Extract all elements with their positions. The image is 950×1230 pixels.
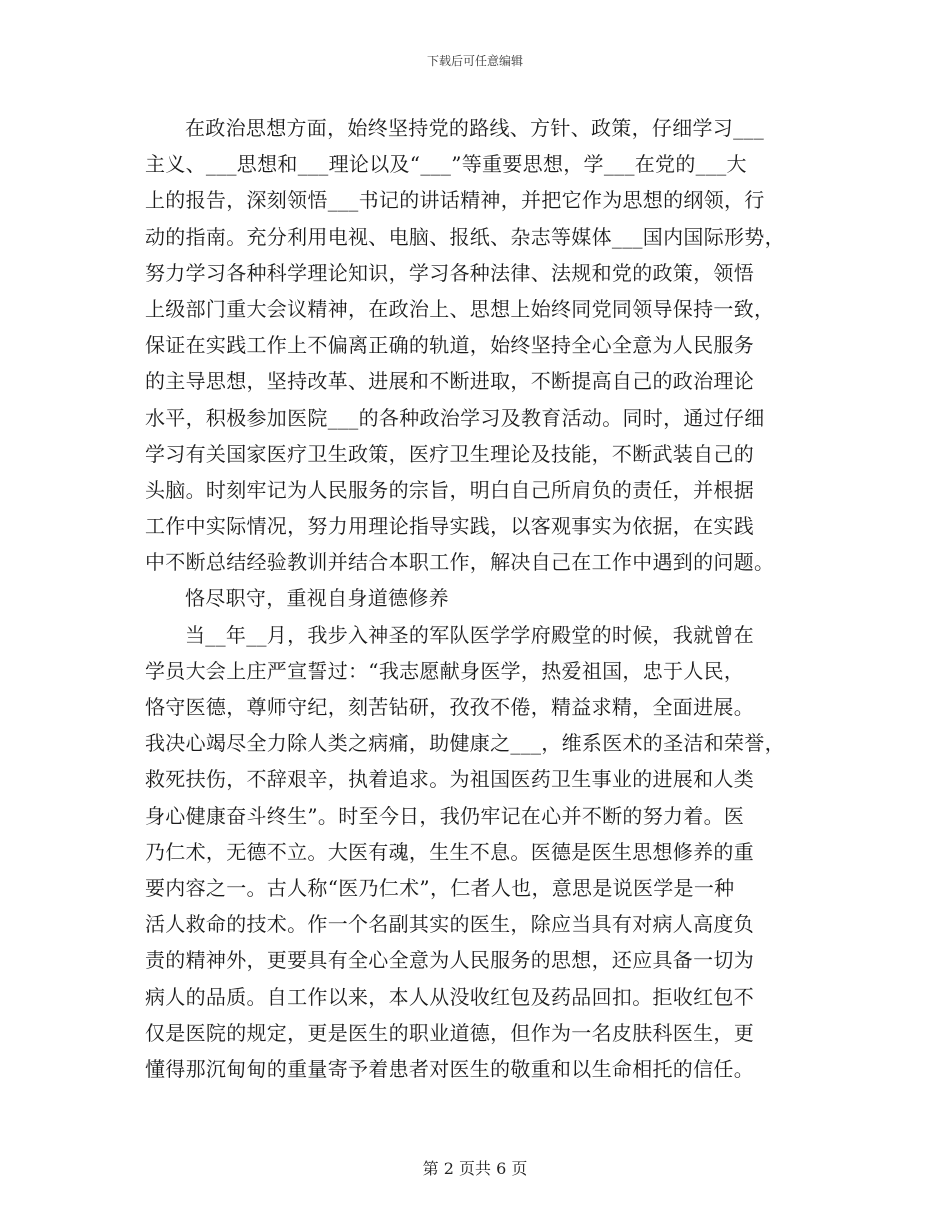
text-line: 水平，积极参加医院___的各种政治学习及教育活动。同时，通过仔细	[145, 405, 765, 430]
text-line: 病人的品质。自工作以来，本人从没收红包及药品回扣。拒收红包不	[145, 984, 754, 1009]
text-line: 恪守医德，尊师守纪，刻苦钻研，孜孜不倦，精益求精，全面进展。	[145, 695, 754, 719]
text-line: 上级部门重大会议精神，在政治上、思想上始终同党同领导保持一致，	[145, 296, 775, 321]
section-heading: 恪尽职守，重视自身道德修养	[185, 586, 449, 611]
text-line: 中不断总结经验教训并结合本职工作，解决自己在工作中遇到的问题。	[145, 550, 775, 575]
text-line: 学习有关国家医疗卫生政策，医疗卫生理论及技能，不断武装自己的	[145, 441, 754, 466]
text-line: 在政治思想方面，始终坚持党的路线、方针、政策，仔细学习___	[185, 116, 764, 140]
text-line: 当__年__月，我步入神圣的军队医学学府殿堂的时候，我就曾在	[185, 622, 754, 647]
text-line: 责的精神外，更要具有全心全意为人民服务的思想，还应具备一切为	[145, 948, 754, 973]
text-line: 活人救命的技术。作一个名副其实的医生，除应当具有对病人高度负	[145, 912, 754, 937]
text-line: 上的报告，深刻领悟___书记的讲话精神，并把它作为思想的纲领，行	[145, 188, 765, 213]
text-line: 学员大会上庄严宣誓过：“我志愿献身医学，热爱祖国，忠于人民，	[145, 658, 745, 683]
text-line: 动的指南。充分利用电视、电脑、报纸、杂志等媒体___国内国际形势，	[145, 224, 785, 249]
text-line: 主义、___思想和___理论以及“___”等重要思想，学___在党的___大	[145, 152, 747, 177]
text-line: 头脑。时刻牢记为人民服务的宗旨，明白自己所肩负的责任，并根据	[145, 477, 754, 502]
text-line: 我决心竭尽全力除人类之病痛，助健康之___，维系医术的圣洁和荣誉，	[145, 731, 785, 756]
text-line: 保证在实践工作上不偏离正确的轨道，始终坚持全心全意为人民服务	[145, 333, 754, 358]
text-line: 懂得那沉甸甸的重量寄予着患者对医生的敬重和以生命相托的信任。	[145, 1056, 754, 1081]
text-line: 工作中实际情况，努力用理论指导实践，以客观事实为依据，在实践	[145, 514, 754, 539]
text-line: 仅是医院的规定，更是医生的职业道德，但作为一名皮肤科医生，更	[145, 1020, 754, 1045]
document-body	[145, 110, 825, 1087]
text-line: 努力学习各种科学理论知识，学习各种法律、法规和党的政策，领悟	[145, 260, 754, 285]
page-footer: 第 2 页共 6 页	[422, 1159, 528, 1178]
text-line: 救死扶伤，不辞艰辛，执着追求。为祖国医药卫生事业的进展和人类	[145, 767, 754, 792]
text-line: 的主导思想，坚持改革、进展和不断进取，不断提高自己的政治理论	[145, 369, 754, 394]
text-line: 乃仁术，无德不立。大医有魂，生生不息。医德是医生思想修养的重	[145, 839, 754, 864]
text-line: 要内容之一。古人称“医乃仁术”，仁者人也，意思是说医学是一种	[145, 875, 735, 900]
text-line: 身心健康奋斗终生”。时至今日，我仍牢记在心并不断的努力着。医	[145, 803, 745, 828]
page-header: 下载后可任意编辑	[426, 54, 523, 68]
